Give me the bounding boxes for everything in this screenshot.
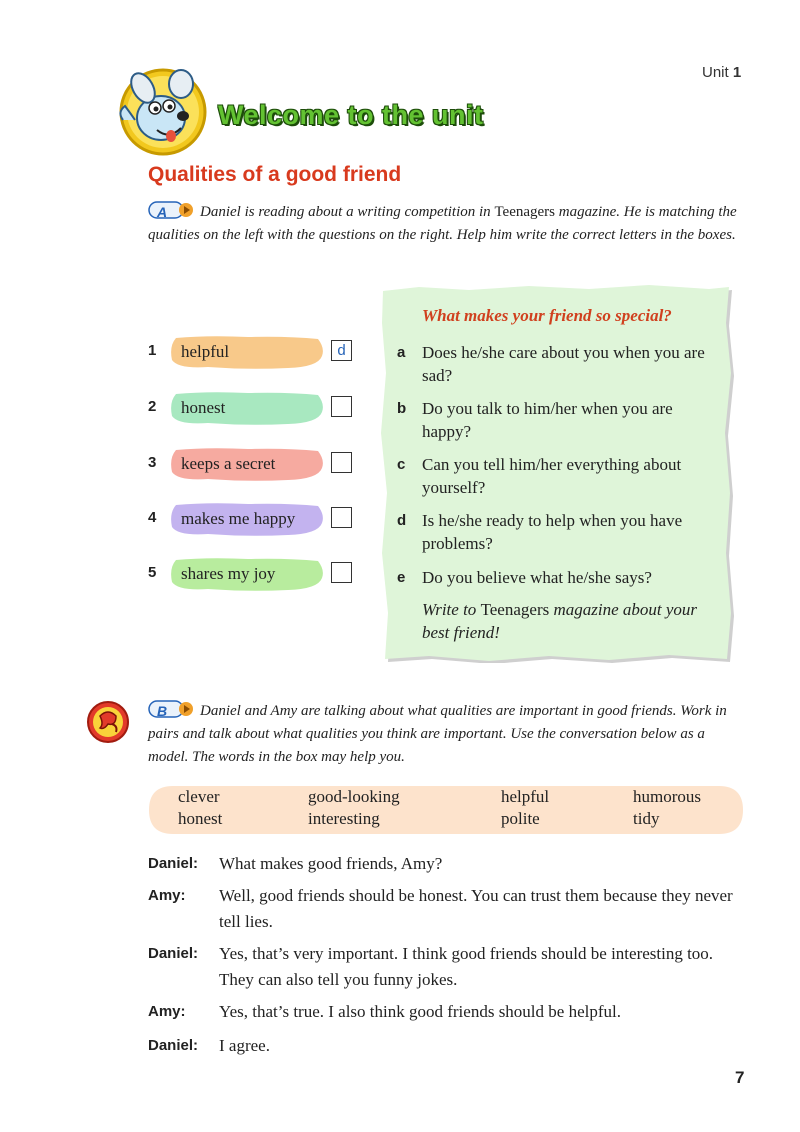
dog-mascot-icon [113, 66, 217, 158]
word-item: humorous [633, 787, 701, 806]
instruction-text-2: magazine. He is matching the qualities on the left with the questions on the right. Help him write the correct letters in the boxes. [148, 204, 737, 243]
quality-number: 5 [148, 564, 157, 581]
part-b-badge: B [148, 700, 196, 718]
question-row [397, 509, 717, 555]
quality-number: 2 [148, 398, 157, 415]
dialogue-line: Yes, that’s very important. I think good friends should be interesting too. They can also tell you funny jokes. [219, 944, 714, 989]
magazine-name: Teenagers [494, 204, 556, 220]
dialogue-speaker: Amy: [148, 887, 186, 904]
dialogue-line: I agree. [219, 1036, 270, 1055]
dialogue-speaker: Daniel: [148, 1037, 199, 1054]
word-item: clever [178, 787, 220, 806]
word-item: good-looking [308, 787, 400, 806]
footer-text-2: magazine about your best friend! [422, 600, 698, 642]
answer-box[interactable]: d [331, 340, 352, 361]
dialogue-speaker: Daniel: [148, 945, 199, 962]
panel-footer [422, 598, 712, 644]
quality-text: helpful [181, 342, 230, 361]
unit-title: Welcome to the unit [218, 100, 484, 130]
question-row [397, 397, 717, 443]
quality-text: makes me happy [181, 509, 296, 528]
answer-box[interactable] [331, 452, 352, 473]
quality-text: honest [181, 398, 226, 417]
quality-row [148, 444, 358, 484]
question-text: Do you talk to him/her when you are happy? [422, 399, 673, 441]
question-letter: e [397, 569, 406, 586]
dialogue-speaker: Amy: [148, 1003, 186, 1020]
quality-text: keeps a secret [181, 454, 276, 473]
unit-number: 1 [732, 64, 742, 81]
quality-text: shares my joy [181, 564, 276, 583]
page-number: 7 [735, 1068, 745, 1087]
footer-text-1: Write to [422, 600, 477, 619]
word-item: honest [178, 809, 223, 828]
word-item: helpful [501, 787, 550, 806]
answer-box[interactable] [331, 507, 352, 528]
dialogue-speaker: Daniel: [148, 855, 199, 872]
quality-row [148, 499, 358, 539]
quality-number: 1 [148, 342, 157, 359]
word-item: polite [501, 809, 540, 828]
part-a-badge: A [148, 201, 196, 219]
word-item: interesting [308, 809, 380, 828]
quality-number: 3 [148, 454, 157, 471]
quality-number: 4 [148, 509, 157, 526]
question-letter: d [397, 512, 407, 529]
dialogue-line: Yes, that’s true. I also think good friends should be helpful. [219, 1002, 621, 1021]
question-row [397, 341, 717, 387]
quality-row [148, 554, 358, 594]
answer-box[interactable] [331, 396, 352, 417]
panel-title: What makes your friend so special? [422, 306, 672, 325]
question-text: Does he/she care about you when you are sad? [422, 343, 705, 385]
unit-label [702, 64, 741, 81]
question-text: Is he/she ready to help when you have problems? [422, 511, 683, 553]
instruction-text-1: Daniel is reading about a writing competition in [200, 204, 491, 220]
part-a-instruction [148, 201, 748, 247]
question-text: Do you believe what he/she says? [422, 568, 652, 587]
dialogue-line: What makes good friends, Amy? [219, 854, 443, 873]
question-text: Can you tell him/her everything about yourself? [422, 455, 682, 497]
part-b-instruction-text: Daniel and Amy are talking about what qualities are important in good friends. Work in pairs and talk about what qualities you think are important. Use the conversation below as a model. The words in the box may help you. [148, 703, 727, 765]
word-item: tidy [633, 809, 660, 828]
quality-row [148, 332, 358, 372]
footer-magazine-name: Teenagers [480, 600, 550, 619]
question-letter: a [397, 344, 406, 361]
question-letter: b [397, 400, 407, 417]
section-title: Qualities of a good friend [148, 163, 402, 186]
quality-row [148, 388, 358, 428]
answer-box[interactable] [331, 562, 352, 583]
speaking-icon [86, 700, 130, 744]
dialogue-line: Well, good friends should be honest. You can trust them because they never tell lies. [219, 886, 733, 931]
question-letter: c [397, 456, 406, 473]
question-row [397, 453, 717, 499]
unit-word: Unit [702, 64, 729, 81]
part-b-instruction [148, 700, 748, 769]
